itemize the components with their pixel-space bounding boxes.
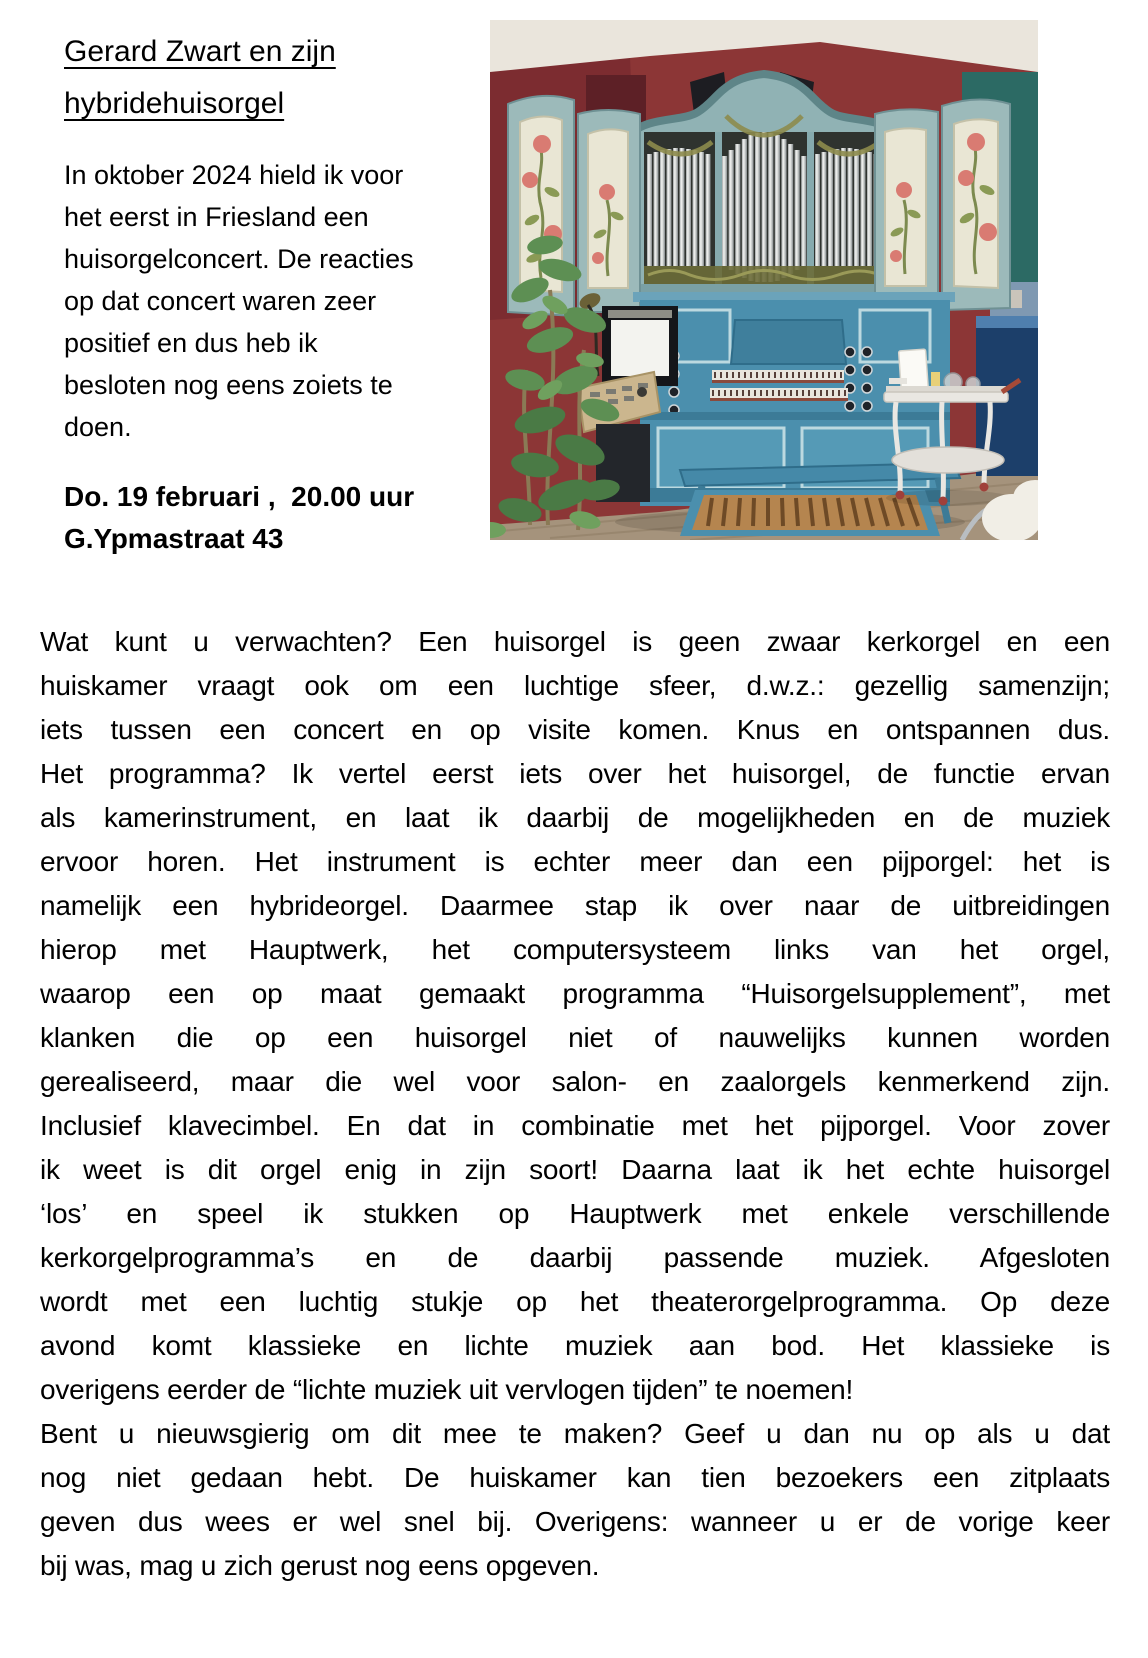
body-line: nog niet gedaan hebt. De huiskamer kan tien bezoekers een zitplaats (40, 1462, 1110, 1493)
shelf-lip (976, 316, 1038, 330)
caster (896, 491, 905, 500)
pilaster (715, 132, 722, 284)
intro-line: huisorgelconcert. De reacties (64, 244, 414, 274)
carved-fretwork-bottom (644, 266, 884, 284)
waist-rail (640, 412, 950, 420)
body-line: huiskamer vraagt ook om een luchtige sfeer, d.w.z.: gezellig samenzijn; (40, 670, 1110, 701)
body-line: kerkorgelprogramma’s en de daarbij passende muziek. Afgesloten (40, 1242, 1110, 1273)
caster (980, 483, 989, 492)
body-line: avond komt klassieke en lichte muziek aan bod. Het klassieke is (40, 1330, 1110, 1361)
pilaster (807, 132, 814, 284)
monitor-screen (611, 320, 669, 376)
intro-line: besloten nog eens zoiets te (64, 370, 393, 400)
body-line: overigens eerder de “lichte muziek uit vervlogen tijden” te noemen! (40, 1374, 854, 1405)
trolley-top-shelf (884, 392, 1008, 402)
body-line: Inclusief klavecimbel. En dat in combinatie met het pijporgel. Voor zover (40, 1110, 1110, 1141)
caster (939, 497, 948, 506)
photo-huisorgel (490, 20, 1038, 540)
door-left-inner (578, 110, 640, 312)
intro-line: In oktober 2024 hield ik voor (64, 160, 404, 190)
music-desk (731, 320, 846, 364)
body-line: wordt met een luchtig stukje op het theaterorgelprogramma. Op deze (40, 1286, 1110, 1317)
page-title (64, 26, 476, 130)
body-line: Bent u nieuwsgierig om dit mee te maken? Geef u dan nu op als u dat (40, 1418, 1110, 1449)
trolley-lower-shelf (892, 447, 1004, 473)
intro-line: het eerst in Friesland een (64, 202, 369, 232)
body-line: ‘los’ en speel ik stukken op Hauptwerk met enkele verschillende (40, 1198, 1110, 1229)
body-line: Het programma? Ik vertel eerst iets over het huisorgel, de functie ervan (40, 758, 1110, 789)
body-line: iets tussen een concert en op visite komen. Knus en ontspannen dus. (40, 714, 1110, 745)
plate-stack (889, 378, 907, 384)
body-line: bij was, mag u zich gerust nog eens opgeven. (40, 1550, 600, 1581)
event-details (64, 476, 476, 560)
shelf-item (1010, 290, 1022, 308)
event-date-time: Do. 19 februari , 20.00 uur (64, 481, 415, 512)
body-line: gerealiseerd, maar die wel voor salon- en zaalorgels kenmerkend zijn. (40, 1066, 1110, 1097)
intro-column (64, 26, 476, 560)
door-right-inner (875, 109, 938, 310)
intro-paragraph (64, 154, 476, 448)
body-line: hierop met Hauptwerk, het computersysteem links van het orgel, (40, 934, 1110, 965)
monitor-ornament (608, 310, 672, 318)
body-line: klanken die op een huisorgel niet of nauwelijks kunnen worden (40, 1022, 1110, 1053)
body-line: Wat kunt u verwachten? Een huisorgel is geen zwaar kerkorgel en een (40, 626, 1110, 657)
title-line-2: hybridehuisorgel (64, 87, 285, 120)
body-line: als kamerinstrument, en laat ik daarbij de mogelijkheden en de muziek (40, 802, 1110, 833)
body-line: namelijk een hybrideorgel. Daarmee stap ik over naar de uitbreidingen (40, 890, 1110, 921)
body-line: geven dus wees er wel snel bij. Overigens: wanneer u er de vorige keer (40, 1506, 1110, 1537)
body-paragraphs (40, 620, 1110, 1588)
body-line: waarop een op maat gemaakt programma “Huisorgelsupplement”, met (40, 978, 1110, 1009)
door-far-right (942, 99, 1010, 310)
candle (931, 372, 940, 388)
intro-line: doen. (64, 412, 132, 442)
intro-line: positief en dus heb ik (64, 328, 318, 358)
body-line: ik weet is dit orgel enig in zijn soort! Daarna laat ik het echte huisorgel (40, 1154, 1110, 1185)
intro-line: op dat concert waren zeer (64, 286, 377, 316)
event-address: G.Ypmastraat 43 (64, 523, 284, 554)
body-line: ervoor horen. Het instrument is echter meer dan een pijporgel: het is (40, 846, 1110, 877)
title-line-1: Gerard Zwart en zijn (64, 35, 336, 68)
